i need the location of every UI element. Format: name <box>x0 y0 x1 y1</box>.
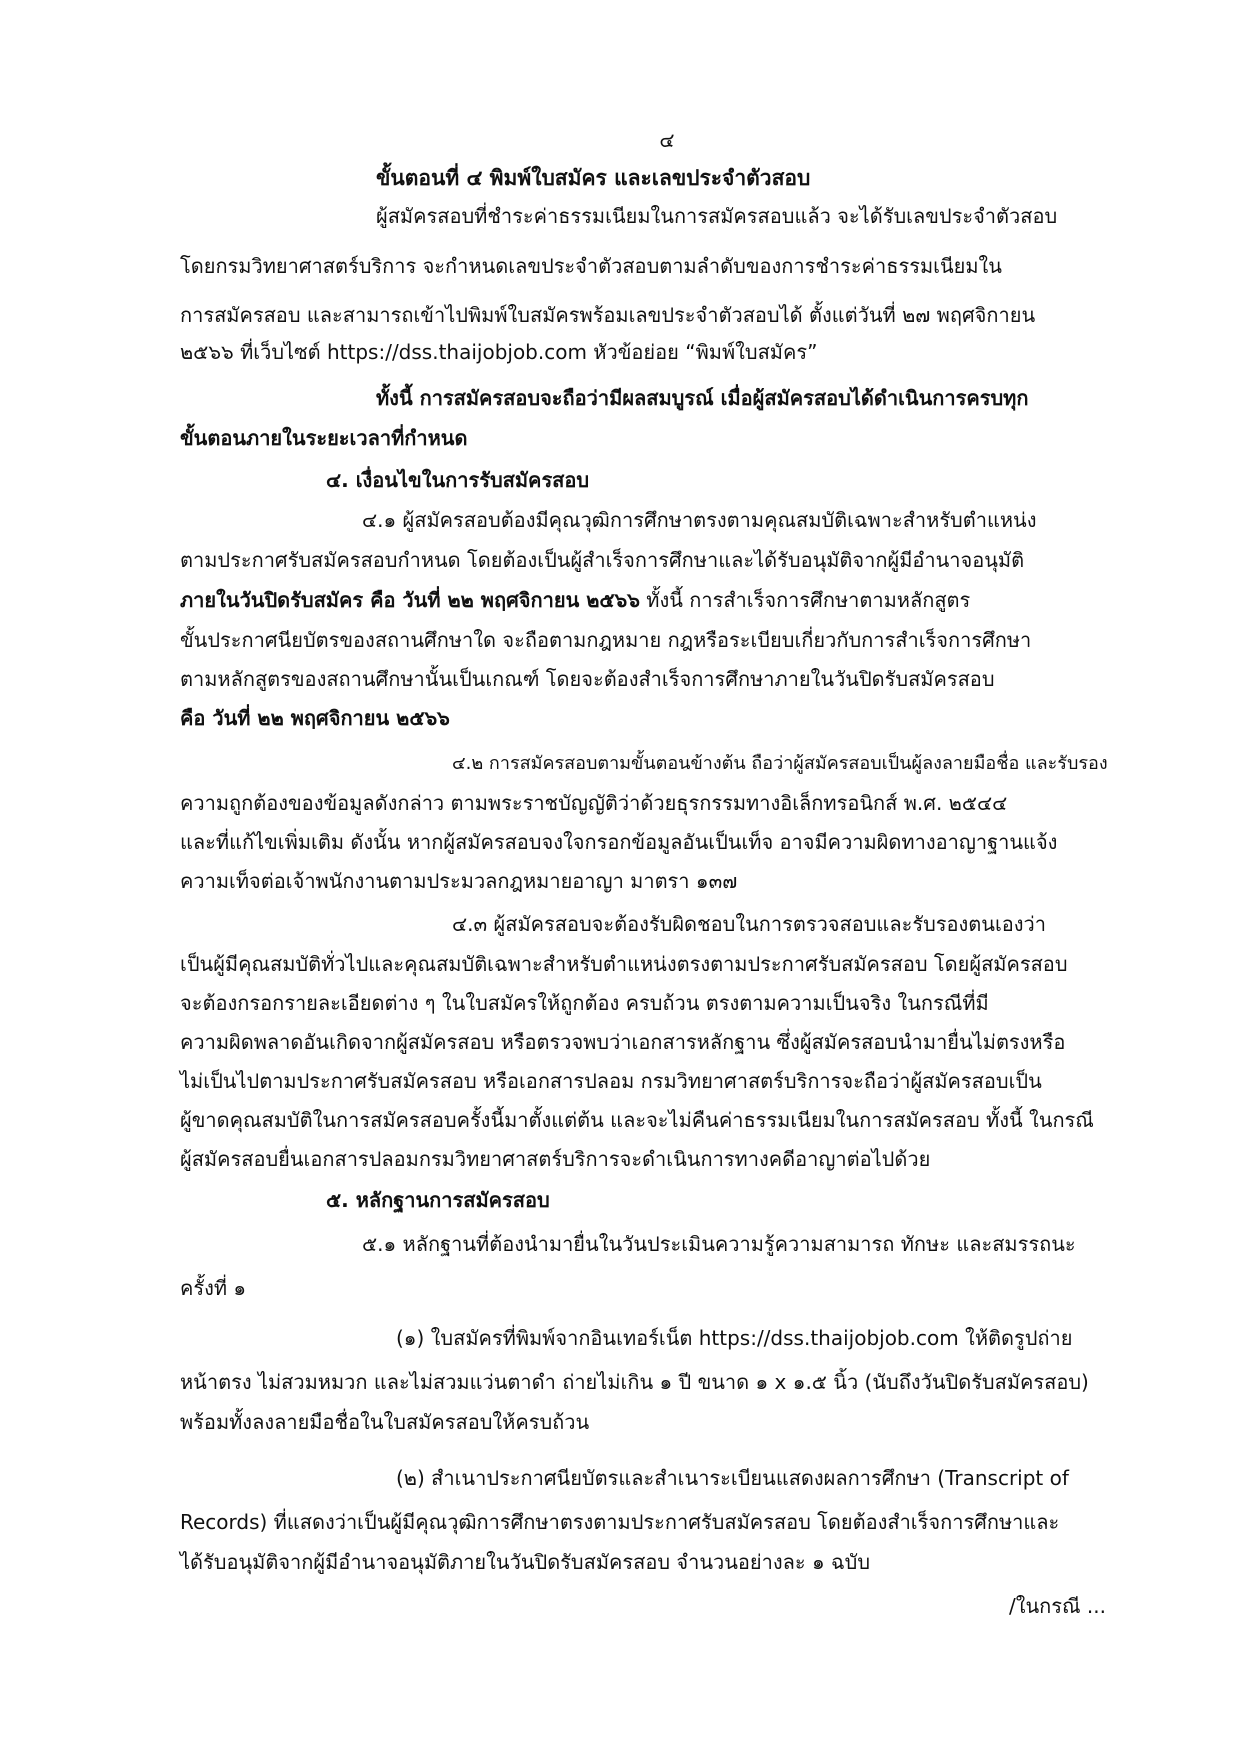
section4-heading: ๔. เงื่อนไขในการรับสมัครสอบ <box>326 468 590 492</box>
item2-line: ได้รับอนุมัติจากผู้มีอำนาจอนุมัติภายในวันปิดรับสมัครสอบ จำนวนอย่างละ ๑ ฉบับ <box>180 1550 871 1574</box>
p51-line: ๕.๑ หลักฐานที่ต้องนำมายื่นในวันประเมินความรู้ความสามารถ ทักษะ และสมรรถนะ <box>362 1232 1076 1256</box>
p41-line-rest: ทั้งนี้ การสำเร็จการศึกษาตามหลักสูตร <box>639 588 971 612</box>
step4-note-line: ทั้งนี้ การสมัครสอบจะถือว่ามีผลสมบูรณ์ เมื่อผู้สมัครสอบได้ดำเนินการครบทุก <box>376 386 1029 410</box>
step4-para-line: ผู้สมัครสอบที่ชำระค่าธรรมเนียมในการสมัครสอบแล้ว จะได้รับเลขประจำตัวสอบ <box>376 204 1058 228</box>
p41-line <box>180 582 970 618</box>
step4-note-line: ขั้นตอนภายในระยะเวลาที่กำหนด <box>180 426 468 450</box>
step4-para-line: การสมัครสอบ และสามารถเข้าไปพิมพ์ใบสมัครพร้อมเลขประจำตัวสอบได้ ตั้งแต่วันที่ ๒๗ พฤศจิกายน <box>180 303 1036 327</box>
page-number: ๔ <box>659 128 675 152</box>
p42-line: ๔.๒ การสมัครสอบตามขั้นตอนข้างต้น ถือว่าผู้สมัครสอบเป็นผู้ลงลายมือชื่อ และรับรอง <box>452 753 1108 774</box>
p43-line: ไม่เป็นไปตามประกาศรับสมัครสอบ หรือเอกสารปลอม กรมวิทยาศาสตร์บริการจะถือว่าผู้สมัครสอบเป็น <box>180 1069 1042 1093</box>
p41-line: ตามประกาศรับสมัครสอบกำหนด โดยต้องเป็นผู้สำเร็จการศึกษาและได้รับอนุมัติจากผู้มีอำนาจอนุมัติ <box>180 548 1025 572</box>
step4-heading: ขั้นตอนที่ ๔ พิมพ์ใบสมัคร และเลขประจำตัวสอบ <box>376 166 811 190</box>
p51-line: ครั้งที่ ๑ <box>180 1276 247 1300</box>
item1-line: หน้าตรง ไม่สวมหมวก และไม่สวมแว่นตาดำ ถ่ายไม่เกิน ๑ ปี ขนาด ๑ x ๑.๕ นิ้ว (นับถึงวันปิดรับสมัครสอบ) <box>180 1370 1089 1394</box>
p42-line: และที่แก้ไขเพิ่มเติม ดังนั้น หากผู้สมัครสอบจงใจกรอกข้อมูลอันเป็นเท็จ อาจมีความผิดทางอาญาฐานแจ้ง <box>180 830 1058 854</box>
continuation-note: /ในกรณี ... <box>1008 1594 1106 1618</box>
item2-line: Records) ที่แสดงว่าเป็นผู้มีคุณวุฒิการศึกษาตรงตามประกาศรับสมัครสอบ โดยต้องสำเร็จการศึกษาและ <box>180 1510 1060 1534</box>
item1-line: พร้อมทั้งลงลายมือชื่อในใบสมัครสอบให้ครบถ้วน <box>180 1410 590 1434</box>
p41-line: ตามหลักสูตรของสถานศึกษานั้นเป็นเกณฑ์ โดยจะต้องสำเร็จการศึกษาภายในวันปิดรับสมัครสอบ <box>180 667 995 691</box>
p42-line: ความถูกต้องของข้อมูลดังกล่าว ตามพระราชบัญญัติว่าด้วยธุรกรรมทางอิเล็กทรอนิกส์ พ.ศ. ๒๕๔๔ <box>180 791 1008 815</box>
p43-line: ผู้สมัครสอบยื่นเอกสารปลอมกรมวิทยาศาสตร์บริการจะดำเนินการทางคดีอาญาต่อไปด้วย <box>180 1147 931 1171</box>
p41-line-prefix: คือ <box>180 706 213 730</box>
p43-line: ผู้ขาดคุณสมบัติในการสมัครสอบครั้งนี้มาตั้งแต่ต้น และจะไม่คืนค่าธรรมเนียมในการสมัครสอบ ทั้งนี้ ในกรณี <box>180 1108 1094 1132</box>
p43-line: เป็นผู้มีคุณสมบัติทั่วไปและคุณสมบัติเฉพาะสำหรับตำแหน่งตรงตามประกาศรับสมัครสอบ โดยผู้สมัครสอบ <box>180 952 1068 976</box>
step4-para-line: โดยกรมวิทยาศาสตร์บริการ จะกำหนดเลขประจำตัวสอบตามลำดับของการชำระค่าธรรมเนียมใน <box>180 254 1002 278</box>
closing-date-bold: ภายในวันปิดรับสมัคร คือ วันที่ ๒๒ พฤศจิกายน ๒๕๖๖ <box>180 588 640 612</box>
p41-line: ขั้นประกาศนียบัตรของสถานศึกษาใด จะถือตามกฎหมาย กฎหรือระเบียบเกี่ยวกับการสำเร็จการศึกษา <box>180 628 1032 652</box>
p41-line: ๔.๑ ผู้สมัครสอบต้องมีคุณวุฒิการศึกษาตรงตามคุณสมบัติเฉพาะสำหรับตำแหน่ง <box>362 508 1037 532</box>
step4-para-line: ๒๕๖๖ ที่เว็บไซต์ https://dss.thaijobjob.com หัวข้อย่อย “พิมพ์ใบสมัคร” <box>180 340 818 364</box>
section5-heading: ๕. หลักฐานการสมัครสอบ <box>326 1188 550 1212</box>
p43-line: จะต้องกรอกรายละเอียดต่าง ๆ ในใบสมัครให้ถูกต้อง ครบถ้วน ตรงตามความเป็นจริง ในกรณีที่มี <box>180 991 989 1015</box>
p41-line <box>180 700 450 736</box>
p43-line: ความผิดพลาดอันเกิดจากผู้สมัครสอบ หรือตรวจพบว่าเอกสารหลักฐาน ซึ่งผู้สมัครสอบนำมายื่นไม่ตรงหรือ <box>180 1030 1066 1054</box>
p43-line: ๔.๓ ผู้สมัครสอบจะต้องรับผิดชอบในการตรวจสอบและรับรองตนเองว่า <box>452 912 1047 936</box>
p42-line: ความเท็จต่อเจ้าพนักงานตามประมวลกฎหมายอาญา มาตรา ๑๓๗ <box>180 869 738 893</box>
closing-date-bold: วันที่ ๒๒ พฤศจิกายน ๒๕๖๖ <box>212 706 450 730</box>
item2-line: (๒) สำเนาประกาศนียบัตรและสำเนาระเบียนแสดงผลการศึกษา (Transcript of <box>396 1466 1069 1490</box>
item1-line: (๑) ใบสมัครที่พิมพ์จากอินเทอร์เน็ต https://dss.thaijobjob.com ให้ติดรูปถ่าย <box>396 1326 1073 1350</box>
